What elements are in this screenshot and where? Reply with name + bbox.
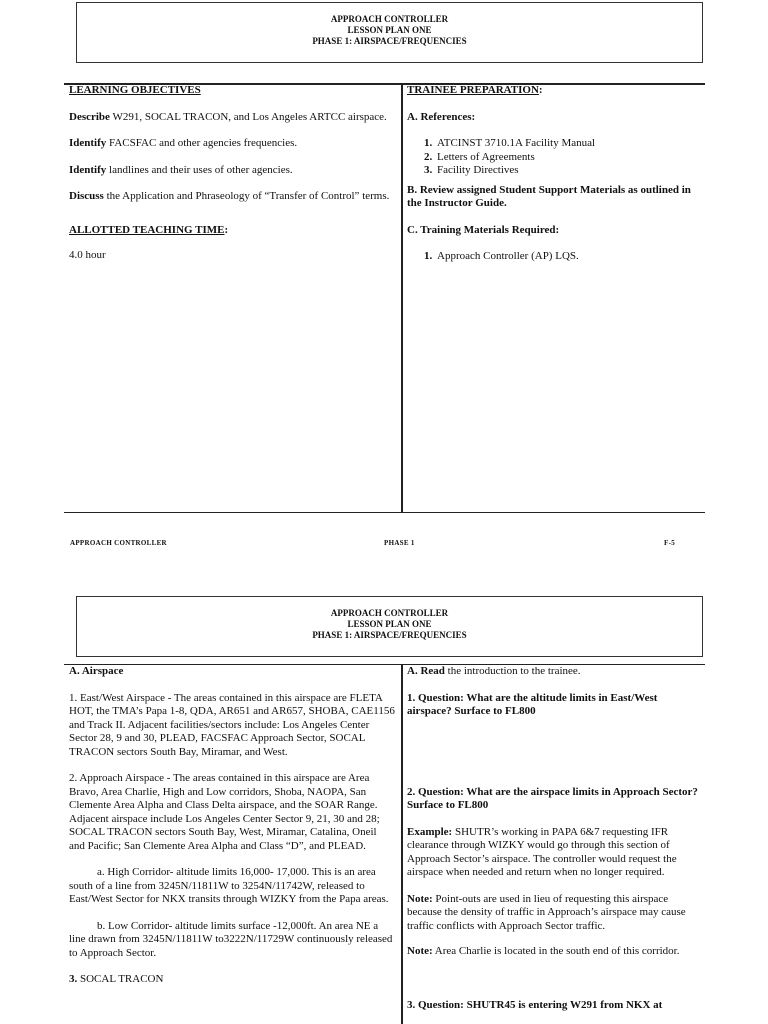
page2-right-column xyxy=(407,665,699,1012)
note-point-outs: Note: Point-outs are used in lieu of requesting this airspace because the density of traffic in Approach’s airspace may cause traffic conflicts with Approach Sector traffic. xyxy=(407,892,686,932)
question-1: 1. Question: What are the altitude limits in East/West airspace? Surface to FL800 xyxy=(407,691,658,717)
reference-item: 1. ATCINST 3710.1A Facility Manual xyxy=(424,137,596,149)
header-title: APPROACH CONTROLLER xyxy=(330,608,449,618)
objective-3: Identify landlines and their uses of other agencies. xyxy=(69,163,293,176)
references-list xyxy=(407,137,699,178)
header-title: APPROACH CONTROLLER xyxy=(330,14,449,24)
learning-objectives-heading: LEARNING OBJECTIVES xyxy=(69,84,201,96)
objective-1: Describe W291, SOCAL TRACON, and Los Angeles ARTCC airspace. xyxy=(69,110,387,123)
question-3: 3. Question: SHUTR45 is entering W291 from NKX at xyxy=(407,998,663,1011)
approach-airspace-paragraph: 2. Approach Airspace - The areas contained in this airspace are Area Bravo, Area Charlie, High and Low corridors, Shoba, NAOPA, San Clemente Area Alpha and Class Delta airspace, and the SOAR Range. Adjacent airspace include Los Angeles Center Sector 9, 21, 30 and 28; SOCAL TRACON sectors South Bay, West, Miramar, Catalina, Oneil and Pacific; San Clemente Area Alpha and Class “D”, and PLEAD. xyxy=(69,772,380,852)
read-instruction: A. Read the introduction to the trainee. xyxy=(407,665,581,677)
header-lesson: LESSON PLAN ONE xyxy=(347,619,432,629)
training-materials-heading: C. Training Materials Required: xyxy=(407,223,560,236)
page1-left-column xyxy=(69,84,395,263)
header-phase: PHASE 1: AIRSPACE/FREQUENCIES xyxy=(312,630,467,640)
footer-page-number: F-5 xyxy=(664,539,676,547)
socal-tracon-paragraph: 3. SOCAL TRACON xyxy=(69,973,164,985)
page1-bottom-rule xyxy=(64,512,705,513)
page1-right-column xyxy=(407,84,699,264)
allotted-time-value: 4.0 hour xyxy=(69,249,106,261)
allotted-time-heading: ALLOTTED TEACHING TIME: xyxy=(69,223,229,236)
page2-header-box xyxy=(76,596,703,657)
footer-center: PHASE 1 xyxy=(384,539,415,547)
materials-list xyxy=(407,250,699,264)
header-lesson: LESSON PLAN ONE xyxy=(347,25,432,35)
page2-column-divider xyxy=(401,664,403,1024)
review-materials-text: B. Review assigned Student Support Materials as outlined in the Instructor Guide. xyxy=(407,183,691,209)
objective-2: Identify FACSFAC and other agencies frequencies. xyxy=(69,137,298,149)
trainee-prep-heading: TRAINEE PREPARATION: xyxy=(407,84,543,96)
high-corridor-paragraph: a. High Corridor- altitude limits 16,000- 17,000. This is an area south of a line from 3245N/11811W to 3254N/11742W, released to East/West Sector for NKX transits through WIZKY from the Papa areas. xyxy=(69,866,389,905)
references-heading: A. References: xyxy=(407,110,476,123)
east-west-airspace-paragraph: 1. East/West Airspace - The areas contained in this airspace are FLETA HOT, the TMA’s Papa 1-8, QDA, AR651 and AR657, SHOBA, CAE1156 and Track II. Adjacent facilities/sectors include: Los Angeles Center Sector 28, 9 and 30, PLEAD, FACSFAC Approach Sector, SOCAL TRACON sectors South Bay, Miramar, and West. xyxy=(69,691,395,758)
reference-item: 2. Letters of Agreements xyxy=(424,150,535,163)
page2-left-column xyxy=(69,665,395,987)
page1-header-box xyxy=(76,2,703,63)
example-paragraph: Example: SHUTR’s working in PAPA 6&7 requesting IFR clearance through WIZKY would go through this section of Approach Sector’s airspace. The controller would request the airspace when needed and return when no longer required. xyxy=(407,825,677,878)
objective-4: Discuss the Application and Phraseology of “Transfer of Control” terms. xyxy=(69,190,390,202)
header-phase: PHASE 1: AIRSPACE/FREQUENCIES xyxy=(312,36,467,46)
airspace-heading: A. Airspace xyxy=(69,665,124,677)
question-2: 2. Question: What are the airspace limits in Approach Sector? Surface to FL800 xyxy=(407,785,698,811)
material-item: 1. Approach Controller (AP) LQS. xyxy=(424,250,579,262)
page1-column-divider xyxy=(401,83,403,513)
reference-item: 3. Facility Directives xyxy=(424,164,519,176)
low-corridor-paragraph: b. Low Corridor- altitude limits surface -12,000ft. An area NE a line drawn from 3245N/11811W to3222N/11729W continuously released to Approach Sector. xyxy=(69,919,393,959)
note-area-charlie: Note: Area Charlie is located in the south end of this corridor. xyxy=(407,945,680,957)
footer-left: APPROACH CONTROLLER xyxy=(70,539,167,547)
